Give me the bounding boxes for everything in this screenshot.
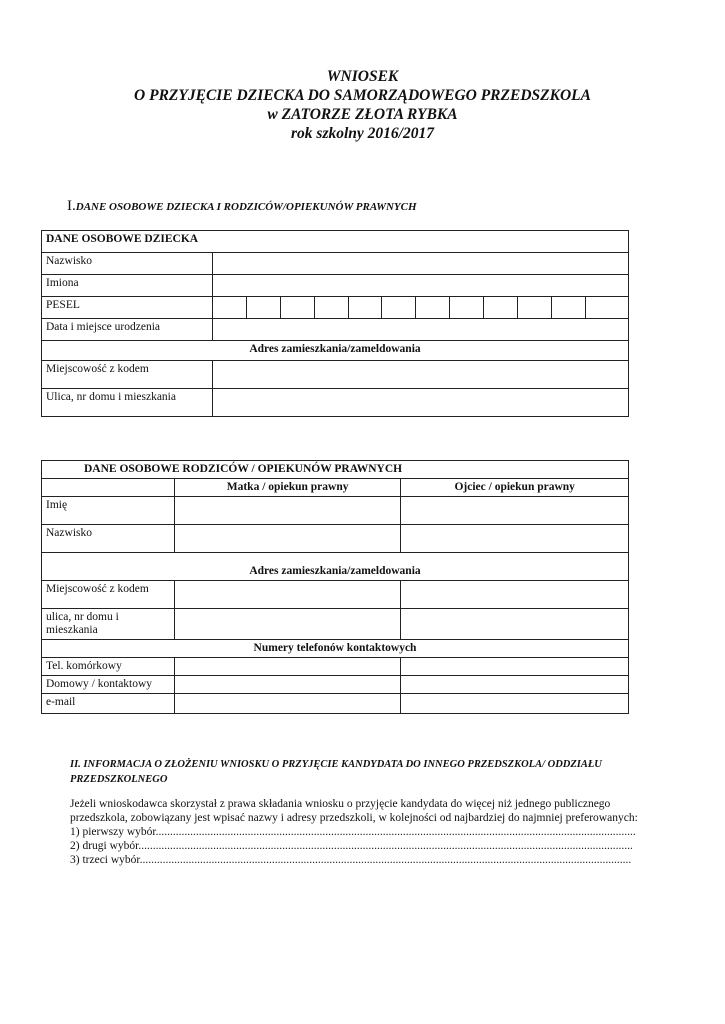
home-phone-label: Domowy / kontaktowy: [42, 676, 175, 694]
pesel-digit-5[interactable]: [348, 297, 382, 319]
pesel-digit-7[interactable]: [416, 297, 450, 319]
parents-address-heading: Adres zamieszkania/zameldowania: [42, 553, 629, 581]
pesel-digit-2[interactable]: [246, 297, 280, 319]
child-street-label: Ulica, nr domu i mieszkania: [42, 389, 213, 417]
document-title: [0, 67, 725, 143]
choice-3-line[interactable]: [70, 853, 660, 867]
email-label: e-mail: [42, 694, 175, 714]
mother-surname-field[interactable]: [174, 525, 401, 553]
parents-data-table: [41, 460, 629, 714]
father-first-name-field[interactable]: [401, 497, 629, 525]
pesel-digit-1[interactable]: [212, 297, 246, 319]
pesel-digit-9[interactable]: [484, 297, 518, 319]
pesel-digit-11[interactable]: [552, 297, 586, 319]
father-city-field[interactable]: [401, 581, 629, 609]
pesel-digit-10[interactable]: [518, 297, 552, 319]
father-email-field[interactable]: [401, 694, 629, 714]
choice-2-text: 2) drugi wybór............................................................................................................................................................................: [70, 840, 633, 852]
pesel-digit-8[interactable]: [450, 297, 484, 319]
parent-city-label: Miejscowość z kodem: [42, 581, 175, 609]
section2-paragraph: Jeżeli wnioskodawca skorzystał z prawa składania wniosku o przyjęcie kandydata do więcej niż jednego publicznego przedszkola, zobowiązany jest wpisać nazwy i adresy przedszkoli, w kolejności od najbardziej do najmniej preferowanych:: [70, 798, 638, 824]
parents-header-empty: [42, 479, 175, 497]
parent-surname-label: Nazwisko: [42, 525, 175, 553]
mobile-label: Tel. komórkowy: [42, 658, 175, 676]
section1-number: I.: [67, 198, 76, 214]
father-street-field[interactable]: [401, 609, 629, 640]
parents-table-heading: DANE OSOBOWE RODZICÓW / OPIEKUNÓW PRAWNYCH: [42, 461, 629, 479]
pesel-digit-3[interactable]: [280, 297, 314, 319]
father-column-header: Ojciec / opiekun prawny: [401, 479, 629, 497]
section2-title: II. INFORMACJA O ZŁOŻENIU WNIOSKU O PRZYJĘCIE KANDYDATA DO INNEGO PRZEDSZKOLA/ ODDZIAŁU PRZEDSZKOLNEGO: [70, 759, 602, 785]
child-names-field[interactable]: [212, 275, 628, 297]
child-birth-field[interactable]: [212, 319, 628, 341]
mother-email-field[interactable]: [174, 694, 401, 714]
child-data-table: [41, 230, 629, 417]
child-city-label: Miejscowość z kodem: [42, 361, 213, 389]
child-table-heading: DANE OSOBOWE DZIECKA: [42, 231, 629, 253]
child-pesel-label: PESEL: [42, 297, 213, 319]
pesel-digit-6[interactable]: [382, 297, 416, 319]
title-line-3: w ZATORZE ZŁOTA RYBKA: [267, 106, 458, 123]
title-line-1: WNIOSEK: [326, 68, 399, 85]
choice-3-text: 3) trzeci wybór...........................................................................................................................................................................: [70, 854, 632, 866]
parent-first-name-label: Imię: [42, 497, 175, 525]
mother-street-field[interactable]: [174, 609, 401, 640]
father-mobile-field[interactable]: [401, 658, 629, 676]
choice-1-text: 1) pierwszy wybór.......................................................................................................................................................................: [70, 826, 636, 838]
mother-first-name-field[interactable]: [174, 497, 401, 525]
mother-mobile-field[interactable]: [174, 658, 401, 676]
child-birth-label: Data i miejsce urodzenia: [42, 319, 213, 341]
parent-street-label: ulica, nr domu i mieszkania: [42, 609, 175, 640]
mother-home-phone-field[interactable]: [174, 676, 401, 694]
section2-body: [70, 797, 660, 867]
pesel-digit-4[interactable]: [314, 297, 348, 319]
section1-heading: [67, 198, 417, 215]
father-home-phone-field[interactable]: [401, 676, 629, 694]
child-address-heading: Adres zamieszkania/zameldowania: [42, 341, 629, 361]
mother-city-field[interactable]: [174, 581, 401, 609]
father-surname-field[interactable]: [401, 525, 629, 553]
child-surname-field[interactable]: [212, 253, 628, 275]
mother-column-header: Matka / opiekun prawny: [174, 479, 401, 497]
phones-heading: Numery telefonów kontaktowych: [42, 640, 629, 658]
title-line-2: O PRZYJĘCIE DZIECKA DO SAMORZĄDOWEGO PRZEDSZKOLA: [134, 87, 591, 104]
choice-2-line[interactable]: [70, 839, 660, 853]
pesel-digit-12[interactable]: [586, 297, 629, 319]
choice-1-line[interactable]: [70, 825, 660, 839]
section1-title: DANE OSOBOWE DZIECKA I RODZICÓW/OPIEKUNÓW PRAWNYCH: [75, 201, 417, 213]
child-street-field[interactable]: [212, 389, 628, 417]
child-city-field[interactable]: [212, 361, 628, 389]
child-names-label: Imiona: [42, 275, 213, 297]
child-surname-label: Nazwisko: [42, 253, 213, 275]
title-line-4: rok szkolny 2016/2017: [291, 125, 434, 142]
